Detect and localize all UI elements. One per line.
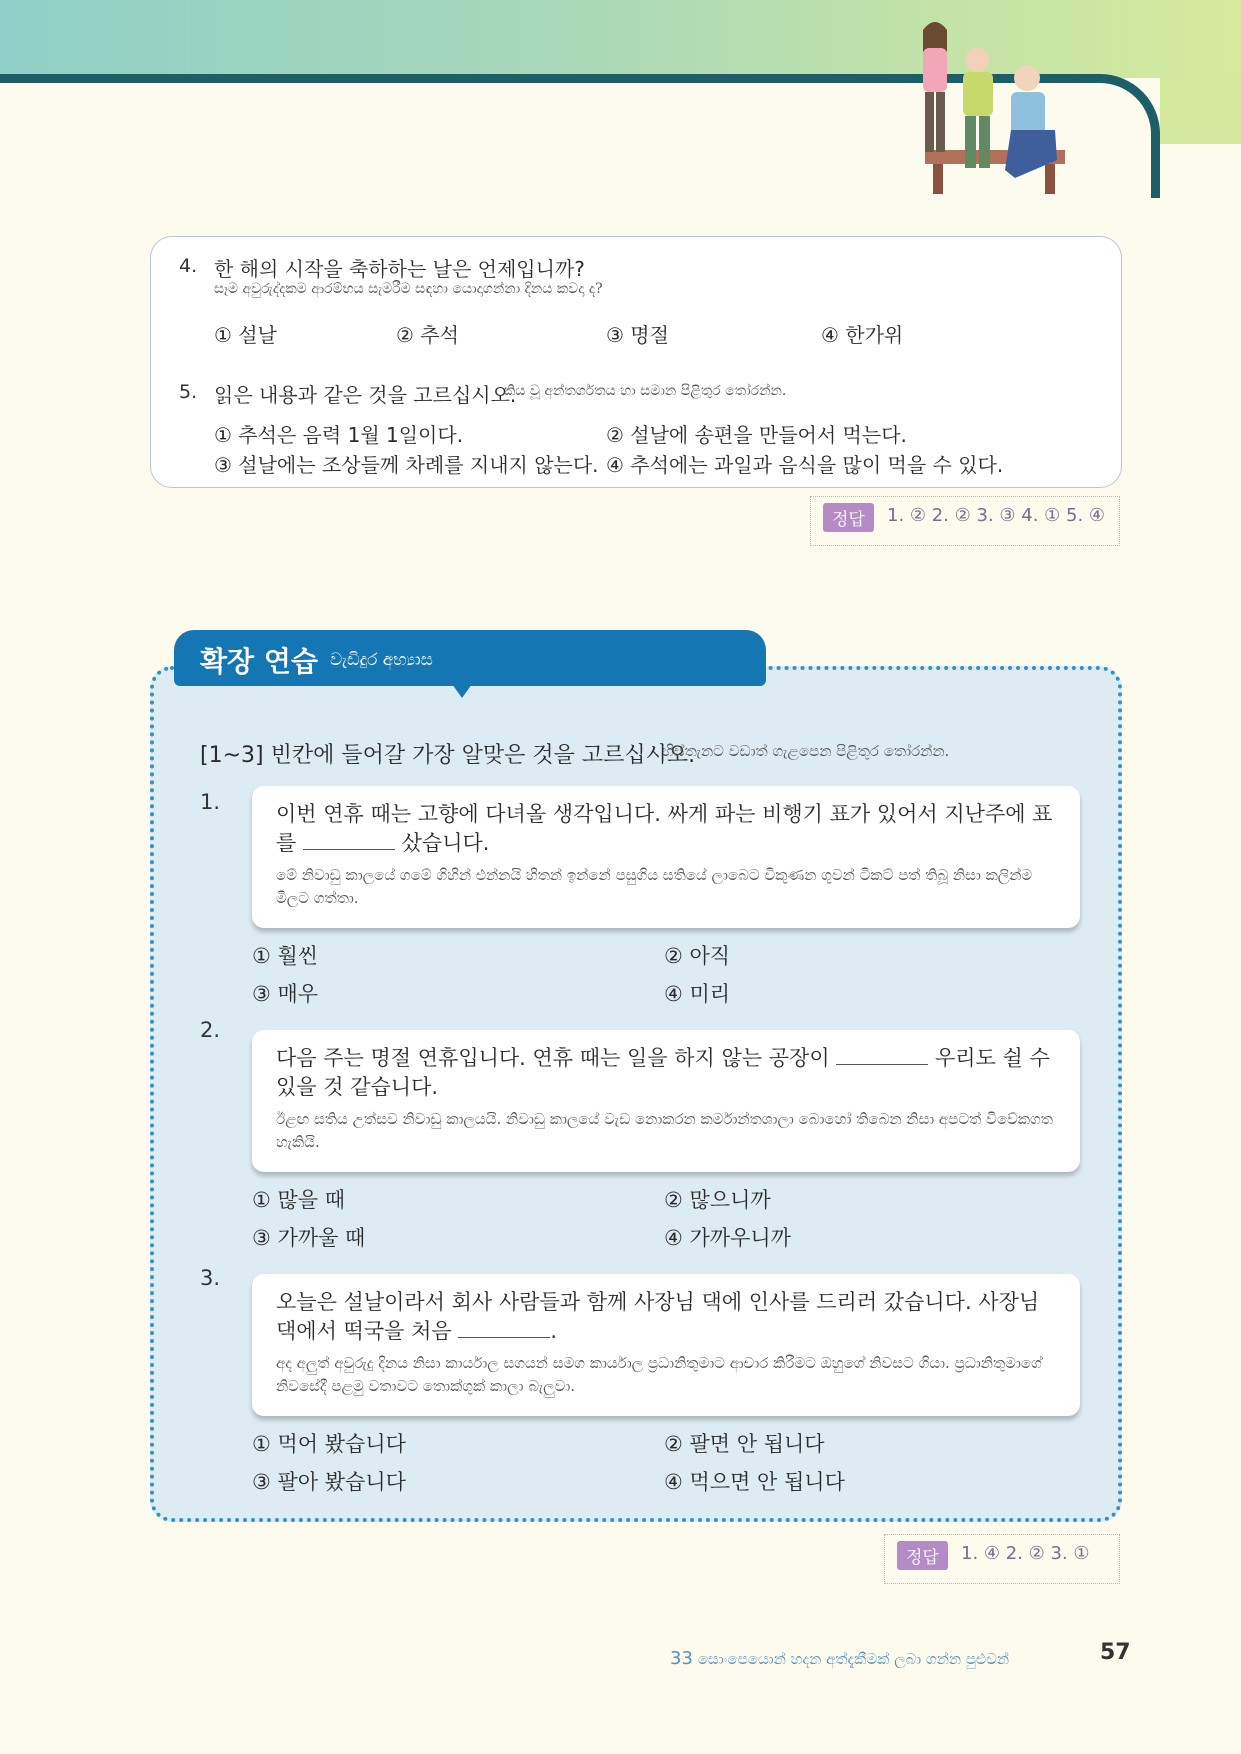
q4-question-sinhala: සෑම අවුරුද්දකම ආරම්භය සැමරීම සඳහා යොදාගන්නා දිනය කවදා ද? — [214, 281, 603, 297]
ext-q3-option-4[interactable]: ④ 먹으면 안 됩니다 — [664, 1470, 845, 1494]
answer-text: 1. ④ 2. ② 3. ① — [961, 1543, 1090, 1564]
ext-q3-option-3[interactable]: ③ 팔아 봤습니다 — [252, 1470, 406, 1494]
ext-q1-text: 이번 연휴 때는 고향에 다녀올 생각입니다. 싸게 파는 비행기 표가 있어서 지난주에 표를 샀습니다. — [276, 802, 1053, 855]
page-number: 57 — [1100, 1640, 1131, 1665]
people-illustration — [905, 10, 1085, 210]
ext-q2-card — [252, 1030, 1080, 1172]
q5-option-4[interactable]: ④ 추석에는 과일과 음식을 많이 먹을 수 있다. — [606, 453, 1004, 477]
q4-option-3[interactable]: ③ 명절 — [606, 323, 669, 347]
ext-q3-number: 3. — [200, 1266, 221, 1290]
ext-q3-sinhala: අද අලුත් අවුරුදු දිනය නිසා කාර්යාල සගයන් සමග කාර්යාල ප්‍රධානිතුමාට ආචාර කිරීමට ඔහුගේ නිවසට ගියා. ප්‍රධානිතුමාගේ නිවසේදී පළමු වතාවට තොක්ගුක් කාලා බැලුවා. — [276, 1354, 1042, 1395]
q4-question: 한 해의 시작을 축하하는 날은 언제입니까? — [214, 257, 585, 281]
ext-q1-card — [252, 786, 1080, 928]
instruction: [1~3] 빈칸에 들어갈 가장 알맞은 것을 고르십시오. — [200, 743, 696, 768]
ext-q2-option-2[interactable]: ② 많으니까 — [664, 1188, 771, 1212]
q4-option-4[interactable]: ④ 한가위 — [821, 323, 904, 347]
ext-q3-option-2[interactable]: ② 팔면 안 됩니다 — [664, 1432, 825, 1456]
instruction-sinhala: හිස්තැනට වඩාත් ගැළපෙන පිළිතුර තෝරන්න. — [662, 742, 950, 760]
ext-q1-option-1[interactable]: ① 훨씬 — [252, 944, 319, 968]
ext-q2-option-4[interactable]: ④ 가까우니까 — [664, 1226, 791, 1250]
blank-line — [303, 831, 395, 850]
blank-line — [836, 1046, 928, 1065]
extension-title: 확장 연습 — [200, 645, 318, 678]
header-band-corner — [1160, 78, 1241, 144]
ext-q2-sinhala: ඊළඟ සතිය උත්සව නිවාඩු කාලයයි. නිවාඩු කාලයේ වැඩ නොකරන කර්මාන්තශාලා බොහෝ තිබෙන නිසා අපටත් විවේකගත හැකියි. — [276, 1110, 1053, 1151]
answer-tag: 정답 — [823, 503, 874, 532]
q5-number: 5. — [179, 381, 198, 403]
q5-question-sinhala: කිය වූ අන්තර්ගතය හා සමාන පිළිතුර තෝරන්න. — [504, 383, 787, 399]
ext-q1-option-3[interactable]: ③ 매우 — [252, 982, 319, 1006]
answer-box-quiz — [810, 496, 1120, 546]
quiz-box — [150, 236, 1122, 488]
q4-number: 4. — [179, 255, 198, 277]
footer-chapter: 33 සොංපෙයොන් හදන අත්දැකීමක් ලබා ගන්න පුළුවන් — [670, 1648, 1010, 1669]
ext-q2-option-1[interactable]: ① 많을 때 — [252, 1188, 346, 1212]
ext-q1-option-4[interactable]: ④ 미리 — [664, 982, 731, 1006]
ext-q1-number: 1. — [200, 790, 221, 814]
q4-option-2[interactable]: ② 추석 — [396, 323, 459, 347]
ext-q1-sinhala: මේ නිවාඩු කාලයේ ගමේ ගිහින් එන්නයි හිතන් ඉන්නේ පසුගිය සතියේ ලාබෙට විකුණන ගුවන් ටිකට් පත් තිබූ නිසා කලින්ම මිලට ගත්තා. — [276, 866, 1033, 907]
q4-option-1[interactable]: ① 설날 — [214, 323, 277, 347]
ext-q2-number: 2. — [200, 1018, 221, 1042]
q5-option-1[interactable]: ① 추석은 음력 1월 1일이다. — [214, 423, 464, 447]
answer-tag: 정답 — [897, 1541, 948, 1570]
ext-q3-option-1[interactable]: ① 먹어 봤습니다 — [252, 1432, 406, 1456]
q5-option-3[interactable]: ③ 설날에는 조상들께 차례를 지내지 않는다. — [214, 453, 599, 477]
answer-text: 1. ② 2. ② 3. ③ 4. ① 5. ④ — [887, 505, 1106, 526]
extension-tab-pointer — [452, 684, 472, 698]
ext-q2-option-3[interactable]: ③ 가까울 때 — [252, 1226, 366, 1250]
ext-q3-text: 오늘은 설날이라서 회사 사람들과 함께 사장님 댁에 인사를 드리러 갔습니다. 사장님 댁에서 떡국을 처음 . — [276, 1290, 1040, 1343]
extension-title-sinhala: වැඩිදුර අභ්‍යාස — [330, 650, 433, 670]
blank-line — [458, 1319, 550, 1338]
q5-question: 읽은 내용과 같은 것을 고르십시오. — [214, 383, 517, 407]
answer-box-extension — [884, 1534, 1120, 1584]
ext-q1-option-2[interactable]: ② 아직 — [664, 944, 731, 968]
q5-option-2[interactable]: ② 설날에 송편을 만들어서 먹는다. — [606, 423, 907, 447]
ext-q3-card — [252, 1274, 1080, 1416]
ext-q2-text: 다음 주는 명절 연휴입니다. 연휴 때는 일을 하지 않는 공장이 우리도 쉴 수 있을 것 같습니다. — [276, 1046, 1050, 1099]
